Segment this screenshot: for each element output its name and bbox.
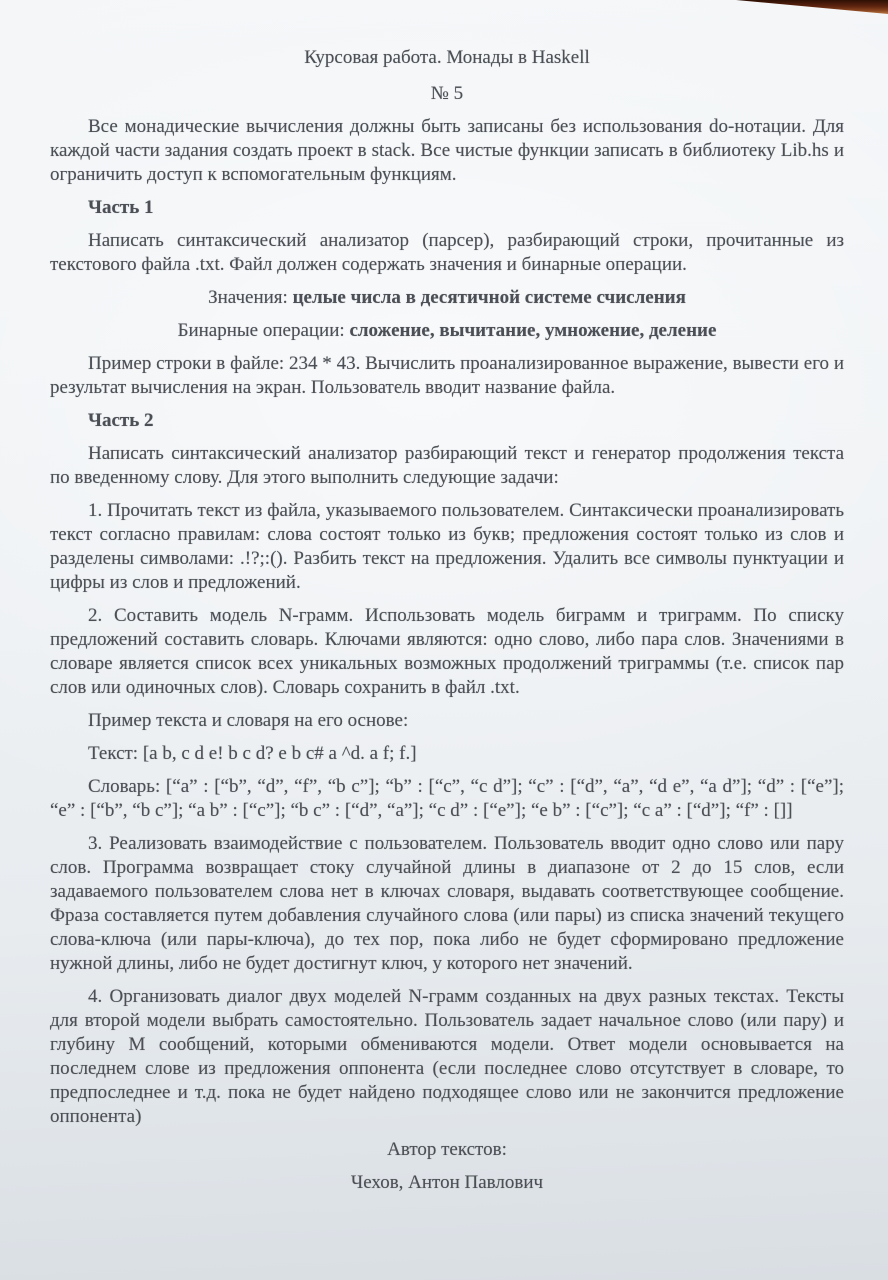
values-line (50, 286, 844, 310)
operations-line (50, 319, 844, 343)
task-item-2: 2. Составить модель N-грамм. Использовать модель биграмм и триграмм. По списку предложений составить словарь. Ключами являются: одно слово, либо пара слов. Значениями в словаре является список всех уникальных возможных продолжений триграммы (т.е. список пар слов или одиночных слов). Словарь сохранить в файл .txt. (50, 605, 844, 698)
part2-heading: Часть 2 (88, 410, 154, 431)
task-item-3: 3. Реализовать взаимодействие с пользователем. Пользователь вводит одно слово или пару слов. Программа возвращает стоку случайной длины в диапазоне от 2 до 15 слов, если задаваемого пользователем слова нет в ключах словаря, выдавать соответствующее сообщение. Фраза составляется путем добавления случайного слова (или пары) из списка значений текущего слова-ключа (или пары-ключа), до тех пор, пока либо не будет сформировано предложение нужной длины, либо не будет достигнут ключ, у которого нет значений. (50, 833, 844, 974)
part2-description: Написать синтаксический анализатор разбирающий текст и генератор продолжения текста по введенному слову. Для этого выполнить следующие задачи: (50, 443, 844, 488)
task-item-1: 1. Прочитать текст из файла, указываемого пользователем. Синтаксически проанализировать текст согласно правилам: слова состоят только из букв; предложения состоят только из слов и разделены символами: .!?;:(). Разбить текст на предложения. Удалить все символы пунктуации и цифры из слов и предложений. (50, 500, 844, 593)
values-text: целые числа в десятичной системе счисления (292, 287, 686, 308)
table-edge-corner (736, 0, 888, 14)
operations-label: Бинарные операции: (177, 320, 350, 341)
example-text-line: Текст: [a b, c d e! b c d? e b c# a ^d. a f; f.] (88, 743, 417, 764)
example-dictionary-line: Словарь: [“a” : [“b”, “d”, “f”, “b c”]; “b” : [“c”, “c d”]; “c” : [“d”, “a”, “d e”, “a d”]; “d” : [“e”]; “e” : [“b”, “b c”]; “a b” : [“c”]; “b c” : [“d”, “a”]; “c d” : [“e”]; “e b” : [“c”]; “c a” : [“d”]; “f” : []] (50, 776, 844, 821)
part1-description: Написать синтаксический анализатор (парсер), разбирающий строки, прочитанные из текстового файла .txt. Файл должен содержать значения и бинарные операции. (50, 230, 844, 275)
task-item-4: 4. Организовать диалог двух моделей N-грамм созданных на двух разных текстах. Тексты для второй модели выбрать самостоятельно. Пользователь задает начальное слово (или пару) и глубину М сообщений, которыми обмениваются модели. Ответ модели основывается на последнем слове из предложения оппонента (если последнее слово отсутствует в словаре, то предпоследнее и т.д. пока не будет найдено подходящее слово или не закончится предложение оппонента) (50, 986, 844, 1127)
document-title: Курсовая работа. Монады в Haskell (304, 47, 590, 68)
part1-example: Пример строки в файле: 234 * 43. Вычислить проанализированное выражение, вывести его и результат вычисления на экран. Пользователь вводит название файла. (50, 353, 844, 398)
document-content (50, 46, 844, 1204)
document-number: № 5 (430, 83, 464, 104)
author-label: Автор текстов: (387, 1139, 507, 1160)
values-label: Значения: (208, 287, 293, 308)
operations-text: сложение, вычитание, умножение, деление (349, 320, 717, 341)
part1-heading: Часть 1 (88, 197, 154, 218)
intro-paragraph: Все монадические вычисления должны быть записаны без использования do-нотации. Для каждой части задания создать проект в stack. Все чистые функции записать в библиотеку Lib.hs и ограничить доступ к вспомогательным функциям. (50, 116, 844, 185)
author-name: Чехов, Антон Павлович (350, 1172, 544, 1193)
example-intro-line: Пример текста и словаря на его основе: (88, 710, 409, 731)
